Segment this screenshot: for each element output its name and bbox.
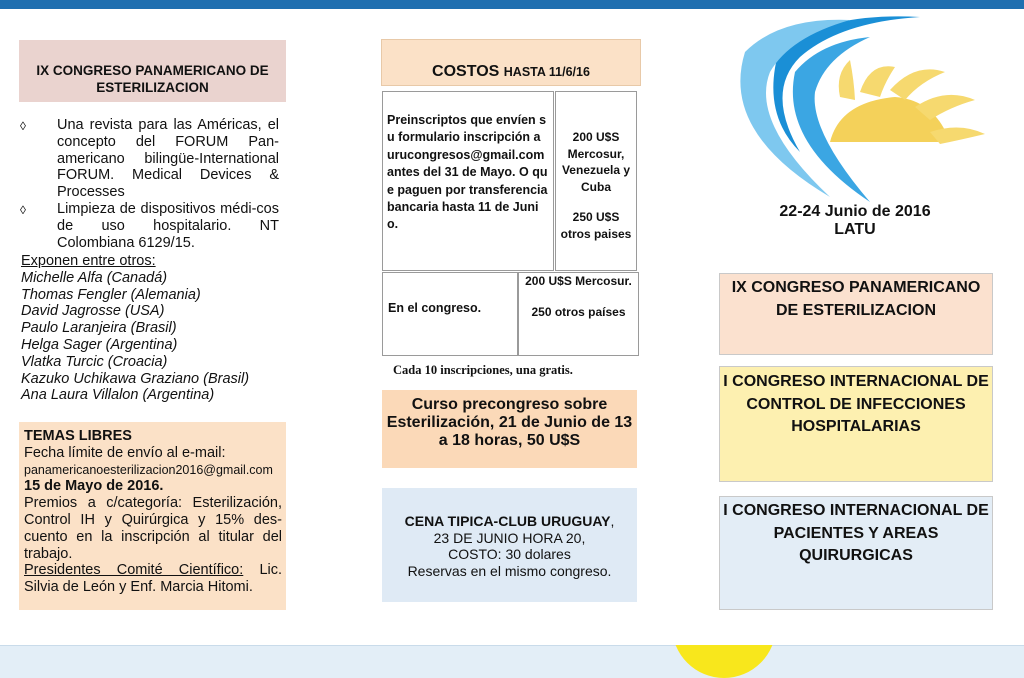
speakers-header: Exponen entre otros:: [21, 253, 156, 269]
price-mercosur: 200 U$S Mercosur, Venezuela y Cuba: [561, 130, 631, 194]
free-registration-note: Cada 10 inscripciones, una gratis.: [393, 363, 573, 377]
presidentes-label: Presidentes Comité Científico:: [24, 562, 244, 579]
price-otros: 250 otros países: [531, 304, 626, 319]
topic-text: Una revista para las Américas, el concepto del FORUM Pan-americano bilingüe-International FORUM. Medical Devices & Processes: [57, 117, 279, 201]
bottom-band: [0, 645, 1024, 678]
congreso-esterilizacion: IX CONGRESO PANAMERICANO DE ESTERILIZACION: [719, 273, 993, 355]
price-mercosur: 200 U$S Mercosur.: [525, 274, 632, 288]
en-congreso-label: En el congreso.: [382, 272, 518, 356]
congreso-infecciones: I CONGRESO INTERNACIONAL DE CONTROL DE INFECCIONES HOSPITALARIAS: [719, 366, 993, 482]
submission-email[interactable]: panamericanoesterilizacion2016@gmail.com: [24, 462, 273, 477]
speaker-name: Thomas Fengler (Alemania): [21, 286, 201, 303]
venue-text: LATU: [834, 221, 876, 238]
cena-tipica-box: CENA TIPICA-CLUB URUGUAY, 23 DE JUNIO HORA 20, COSTO: 30 dolares Reservas en el mismo congreso.: [382, 488, 637, 602]
diamond-bullet-icon: ◊: [20, 202, 26, 217]
deadline-date: 15 de Mayo de 2016.: [24, 478, 164, 495]
speaker-name: David Jagrosse (USA): [21, 303, 165, 320]
preinscripcion-prices: [555, 91, 637, 271]
deadline-label: Fecha límite de envío al e-mail:: [24, 444, 226, 461]
topic-item: [20, 117, 282, 201]
event-dates: [720, 203, 990, 239]
premios-text: Premios a c/categoría: Esterilización, Control IH y Quirúrgica y 15% des-cuento en la inscripción al titular del trabajo.: [24, 495, 282, 562]
preinscripcion-conditions: Preinscriptos que envíen su formulario inscripción a urucongresos@gmail.com antes del 31 de Mayo. O que paguen por transferencia bancaria hasta 11 de Junio.: [382, 91, 554, 271]
speaker-name: Ana Laura Villalon (Argentina): [21, 387, 215, 404]
costos-header: [381, 39, 641, 86]
temas-title: TEMAS LIBRES: [24, 428, 132, 444]
en-congreso-prices: [518, 272, 639, 356]
sun-decoration: [672, 645, 776, 678]
costos-title: COSTOS: [432, 63, 500, 80]
speakers-list: [21, 253, 283, 404]
speaker-name: Helga Sager (Argentina): [21, 336, 178, 353]
speaker-name: Kazuko Uchikawa Graziano (Brasil): [21, 370, 250, 387]
presidentes-names: Lic. Silvia de León y Enf. Marcia Hitomi.: [24, 562, 283, 596]
speaker-name: Vlatka Turcic (Croacia): [21, 353, 168, 370]
panamericano-title: IX CONGRESO PANAMERICANO DE ESTERILIZACION: [19, 40, 286, 102]
cena-date: 23 DE JUNIO HORA 20,: [433, 529, 586, 546]
topics-list: [20, 117, 282, 251]
topic-text: Limpieza de dispositivos médi-cos de uso hospitalario. NT Colombiana 6129/15.: [57, 200, 279, 251]
cena-title: CENA TIPICA-CLUB URUGUAY: [404, 513, 611, 529]
temas-libres-box: [19, 422, 286, 610]
cena-cost: COSTO: 30 dolares: [448, 546, 571, 562]
congreso-pacientes: I CONGRESO INTERNACIONAL DE PACIENTES Y AREAS QUIRURGICAS: [719, 496, 993, 610]
cena-reservas: Reservas en el mismo congreso.: [407, 562, 612, 579]
price-otros: 250 U$S otros paises: [560, 210, 632, 241]
dates-text: 22-24 Junio de 2016: [779, 203, 931, 220]
top-accent-bar: [0, 0, 1024, 9]
sun-waves-logo: [720, 12, 990, 207]
topic-item: [20, 201, 282, 251]
costos-subtitle: HASTA 11/6/16: [503, 65, 590, 79]
speaker-name: Michelle Alfa (Canadá): [21, 269, 168, 286]
curso-precongreso: Curso precongreso sobre Esterilización, 21 de Junio de 13 a 18 horas, 50 U$S: [382, 390, 637, 468]
diamond-bullet-icon: ◊: [20, 119, 26, 133]
speaker-name: Paulo Laranjeira (Brasil): [21, 320, 177, 337]
